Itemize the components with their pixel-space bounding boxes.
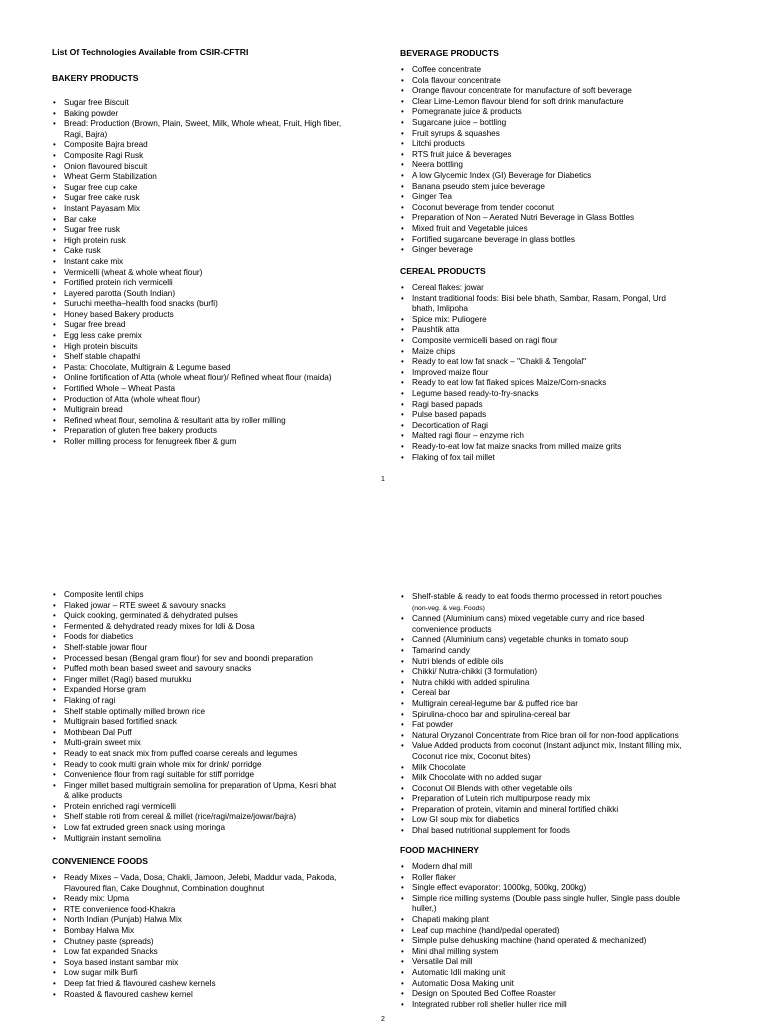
list-item: • Ready to eat low fat snack – "Chakli & Tengolal" xyxy=(400,357,740,368)
list-item: • Pomegranate juice & products xyxy=(400,107,740,118)
list-item: • Composite vermicelli based on ragi flour xyxy=(400,336,740,347)
list-item: • RTE convenience food-Khakra xyxy=(52,905,382,916)
list-item: • Bar cake xyxy=(52,215,382,226)
list-item: • Chapati making plant xyxy=(400,915,740,926)
list-item: • Composite Ragi Rusk xyxy=(52,151,382,162)
list-item: • Ready to cook multi grain whole mix for drink/ porridge xyxy=(52,760,382,771)
list-item: • Mixed fruit and Vegetable juices xyxy=(400,224,740,235)
list-item: • Fermented & dehydrated ready mixes for Idli & Dosa xyxy=(52,622,382,633)
list-item: • Versatile Dal mill xyxy=(400,957,740,968)
list-item: • Bread: Production (Brown, Plain, Sweet, Milk, Whole wheat, Fruit, High fiber, xyxy=(52,119,382,130)
page-number-1: 1 xyxy=(381,476,385,483)
list-item: • Roller milling process for fenugreek fiber & gum xyxy=(52,437,382,448)
page-number-2: 2 xyxy=(381,1016,385,1023)
list-item: • Quick cooking, germinated & dehydrated pulses xyxy=(52,611,382,622)
list-item: • Preparation of Lutein rich multipurpose ready mix xyxy=(400,794,740,805)
list-item: • Integrated rubber roll sheller huller rice mill xyxy=(400,1000,740,1011)
list-item: • Fortified Whole – Wheat Pasta xyxy=(52,384,382,395)
list-item: • Sugar free rusk xyxy=(52,225,382,236)
list-item: • Milk Chocolate with no added sugar xyxy=(400,773,740,784)
list-item: • Sugar free Biscuit xyxy=(52,98,382,109)
list-item: • Paushtik atta xyxy=(400,325,740,336)
beverage-heading: BEVERAGE PRODUCTS xyxy=(400,48,499,58)
list-item: • Natural Oryzanol Concentrate from Rice bran oil for non-food applications xyxy=(400,731,740,742)
list-item: • Ragi based papads xyxy=(400,400,740,411)
list-item: • Roller flaker xyxy=(400,873,740,884)
convenience-heading: CONVENIENCE FOODS xyxy=(52,856,148,866)
list-item: • Nutri blends of edible oils xyxy=(400,657,740,668)
list-item: • Deep fat fried & flavoured cashew kernels xyxy=(52,979,382,990)
list-item: • Multigrain instant semolina xyxy=(52,834,382,845)
list-item: • Cereal bar xyxy=(400,688,740,699)
list-item: • Shelf stable optimally milled brown rice xyxy=(52,707,382,718)
list-item: • Sugarcane juice – bottling xyxy=(400,118,740,129)
convenience-list xyxy=(52,873,382,1000)
list-item: • Simple pulse dehusking machine (hand operated & mechanized) xyxy=(400,936,740,947)
list-item: • Instant Payasam Mix xyxy=(52,204,382,215)
list-item: • Low fat extruded green snack using moringa xyxy=(52,823,382,834)
list-item: • Value Added products from coconut (Instant adjunct mix, Instant filling mix, xyxy=(400,741,740,752)
list-item: • A low Glycemic Index (GI) Beverage for Diabetics xyxy=(400,171,740,182)
cereal-continued-list xyxy=(52,590,382,844)
list-item: • Shelf stable chapathi xyxy=(52,352,382,363)
list-item: • Tamarind candy xyxy=(400,646,740,657)
list-item: • Sugar free bread xyxy=(52,320,382,331)
convenience-continued-list xyxy=(400,592,740,837)
list-item: • Milk Chocolate xyxy=(400,763,740,774)
bakery-list xyxy=(52,98,382,448)
list-item: • Refined wheat flour, semolina & resultant atta by roller milling xyxy=(52,416,382,427)
list-item: • Clear Lime-Lemon flavour blend for soft drink manufacture xyxy=(400,97,740,108)
list-item: • Production of Atta (whole wheat flour) xyxy=(52,395,382,406)
list-item: • Modern dhal mill xyxy=(400,862,740,873)
list-item: • Flaking of ragi xyxy=(52,696,382,707)
list-item: • Expanded Horse gram xyxy=(52,685,382,696)
list-item: • Cola flavour concentrate xyxy=(400,76,740,87)
list-item: • Vermicelli (wheat & whole wheat flour) xyxy=(52,268,382,279)
list-item: • Dhal based nutritional supplement for foods xyxy=(400,826,740,837)
list-item: • Composite Bajra bread xyxy=(52,140,382,151)
list-item: huller,) xyxy=(412,904,437,914)
list-item: & alike products xyxy=(64,791,123,801)
list-item: • Pulse based papads xyxy=(400,410,740,421)
list-item: • Chutney paste (spreads) xyxy=(52,937,382,948)
list-item: bhath, Imlipoha xyxy=(412,304,468,314)
list-item: • Protein enriched ragi vermicelli xyxy=(52,802,382,813)
list-item: • Improved maize flour xyxy=(400,368,740,379)
list-item: • Sugar free cake rusk xyxy=(52,193,382,204)
cereal-heading: CEREAL PRODUCTS xyxy=(400,266,486,276)
list-item: Coconut rice mix, Coconut bites) xyxy=(412,751,531,761)
list-item: • Mini dhal milling system xyxy=(400,947,740,958)
list-item: • Roasted & flavoured cashew kernel xyxy=(52,990,382,1001)
list-item: • RTS fruit juice & beverages xyxy=(400,150,740,161)
list-item: • Automatic Dosa Making unit xyxy=(400,979,740,990)
list-item: • Flaked jowar – RTE sweet & savoury snacks xyxy=(52,601,382,612)
list-item: • Composite lentil chips xyxy=(52,590,382,601)
list-item: • Coconut beverage from tender coconut xyxy=(400,203,740,214)
list-item: • Egg less cake premix xyxy=(52,331,382,342)
list-item: • Instant traditional foods: Bisi bele bhath, Sambar, Rasam, Pongal, Urd xyxy=(400,294,740,305)
list-item: • Malted ragi flour – enzyme rich xyxy=(400,431,740,442)
list-item: • Soya based instant sambar mix xyxy=(52,958,382,969)
list-item: • Low sugar milk Burfi xyxy=(52,968,382,979)
list-item: • Mothbean Dal Puff xyxy=(52,728,382,739)
list-item: • Orange flavour concentrate for manufacture of soft beverage xyxy=(400,86,740,97)
list-item: • High protein rusk xyxy=(52,236,382,247)
list-item: • Multigrain bread xyxy=(52,405,382,416)
list-item: • Spirulina-choco bar and spirulina-cereal bar xyxy=(400,710,740,721)
list-item: • Maize chips xyxy=(400,347,740,358)
list-item: • Multigrain cereal-legume bar & puffed rice bar xyxy=(400,699,740,710)
list-item: • Ready Mixes – Vada, Dosa, Chakli, Jamoon, Jelebi, Maddur vada, Pakoda, xyxy=(52,873,382,884)
list-item: • Convenience flour from ragi suitable for stiff porridge xyxy=(52,770,382,781)
list-item: • Shelf stable roti from cereal & millet (rice/ragi/maize/jowar/bajra) xyxy=(52,812,382,823)
list-item: • Preparation of protein, vitamin and mineral fortified chikki xyxy=(400,805,740,816)
list-item: • Online fortification of Atta (whole wheat flour)/ Refined wheat flour (maida) xyxy=(52,373,382,384)
list-item: • Ready to eat snack mix from puffed coarse cereals and legumes xyxy=(52,749,382,760)
list-item: Flavoured flan, Cake Doughnut, Combination doughnut xyxy=(64,883,265,893)
list-item: convenience products xyxy=(412,624,492,634)
list-item: • Ready to eat low fat flaked spices Maize/Corn-snacks xyxy=(400,378,740,389)
list-item: • Shelf-stable & ready to eat foods thermo processed in retort pouches (non-veg. & veg. Foods) xyxy=(400,592,740,614)
list-item: • Preparation of Non – Aerated Nutri Beverage in Glass Bottles xyxy=(400,213,740,224)
list-item: • Multigrain based fortified snack xyxy=(52,717,382,728)
list-item: • Finger millet based multigrain semolina for preparation of Upma, Kesri bhat xyxy=(52,781,382,792)
list-item: • Simple rice milling systems (Double pass single huller, Single pass double xyxy=(400,894,740,905)
cereal-list xyxy=(400,283,740,463)
list-item: • Shelf-stable jowar flour xyxy=(52,643,382,654)
list-item: • Low fat expanded Snacks xyxy=(52,947,382,958)
list-item: Ragi, Bajra) xyxy=(64,129,108,139)
list-item: • Legume based ready-to-fry-snacks xyxy=(400,389,740,400)
list-item: • Foods for diabetics xyxy=(52,632,382,643)
list-item: • Single effect evaporator: 1000kg, 500kg, 200kg) xyxy=(400,883,740,894)
bakery-heading: BAKERY PRODUCTS xyxy=(52,73,139,83)
list-item: • Multi-grain sweet mix xyxy=(52,738,382,749)
list-item: • Ready-to-eat low fat maize snacks from milled maize grits xyxy=(400,442,740,453)
list-item: • Pasta: Chocolate, Multigrain & Legume based xyxy=(52,363,382,374)
page-title: List Of Technologies Available from CSIR-CFTRI xyxy=(52,47,249,57)
list-item: • Coffee concentrate xyxy=(400,65,740,76)
list-item: • Finger millet (Ragi) based murukku xyxy=(52,675,382,686)
list-item: • Ginger Tea xyxy=(400,192,740,203)
list-item: • Cereal flakes: jowar xyxy=(400,283,740,294)
list-item: • Canned (Aluminium cans) mixed vegetable curry and rice based xyxy=(400,614,740,625)
list-item: • Instant cake mix xyxy=(52,257,382,268)
list-item: • Flaking of fox tail millet xyxy=(400,453,740,464)
machinery-list xyxy=(400,862,740,1010)
list-item: • Fat powder xyxy=(400,720,740,731)
beverage-list xyxy=(400,65,740,256)
list-item: • High protein biscuits xyxy=(52,342,382,353)
list-item: • Chikki/ Nutra-chikki (3 formulation) xyxy=(400,667,740,678)
list-item: • Ready mix: Upma xyxy=(52,894,382,905)
list-item: • Layered parotta (South Indian) xyxy=(52,289,382,300)
list-item: • Bombay Halwa Mix xyxy=(52,926,382,937)
machinery-heading: FOOD MACHINERY xyxy=(400,845,479,855)
list-item: • Cake rusk xyxy=(52,246,382,257)
list-item: • Coconut Oil Blends with other vegetable oils xyxy=(400,784,740,795)
list-item: • Preparation of gluten free bakery products xyxy=(52,426,382,437)
list-item: • Automatic Idli making unit xyxy=(400,968,740,979)
list-item: • Fortified protein rich vermicelli xyxy=(52,278,382,289)
list-item: • Neera bottling xyxy=(400,160,740,171)
list-item: • Nutra chikki with added spirulina xyxy=(400,678,740,689)
list-item: • North Indian (Punjab) Halwa Mix xyxy=(52,915,382,926)
list-item: • Suruchi meetha–health food snacks (burfi) xyxy=(52,299,382,310)
list-item: • Fortified sugarcane beverage in glass bottles xyxy=(400,235,740,246)
list-item: • Onion flavoured biscuit xyxy=(52,162,382,173)
list-item: • Wheat Germ Stabilization xyxy=(52,172,382,183)
list-item: • Design on Spouted Bed Coffee Roaster xyxy=(400,989,740,1000)
list-item: • Banana pseudo stem juice beverage xyxy=(400,182,740,193)
list-item: • Puffed moth bean based sweet and savoury snacks xyxy=(52,664,382,675)
list-item: • Leaf cup machine (hand/pedal operated) xyxy=(400,926,740,937)
list-item: • Baking powder xyxy=(52,109,382,120)
list-item: • Spice mix: Puliogere xyxy=(400,315,740,326)
list-item: • Honey based Bakery products xyxy=(52,310,382,321)
list-item: • Litchi products xyxy=(400,139,740,150)
list-item: • Fruit syrups & squashes xyxy=(400,129,740,140)
list-item: • Sugar free cup cake xyxy=(52,183,382,194)
list-item: • Low GI soup mix for diabetics xyxy=(400,815,740,826)
list-item: • Ginger beverage xyxy=(400,245,740,256)
list-item: • Processed besan (Bengal gram flour) for sev and boondi preparation xyxy=(52,654,382,665)
list-item: • Canned (Aluminium cans) vegetable chunks in tomato soup xyxy=(400,635,740,646)
list-item: • Decortication of Ragi xyxy=(400,421,740,432)
